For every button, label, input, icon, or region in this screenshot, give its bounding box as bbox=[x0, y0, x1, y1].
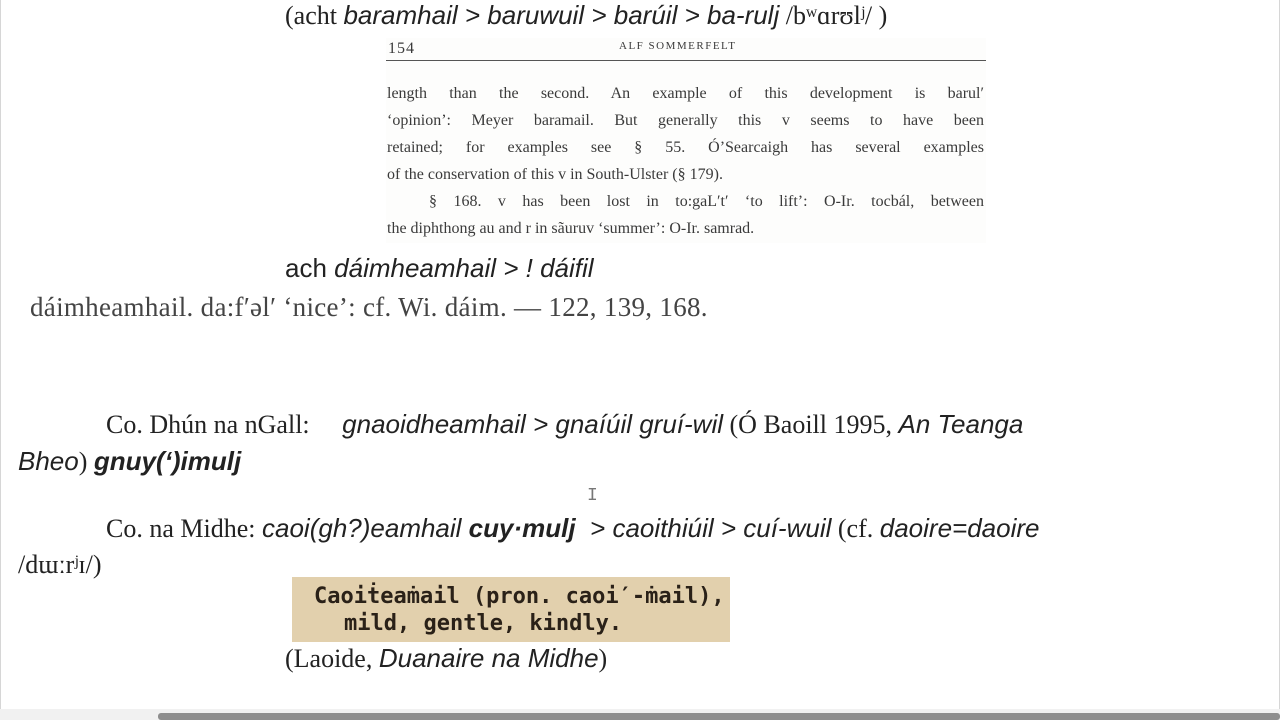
clipping-caption: (Laoide, Duanaire na Midhe) bbox=[285, 643, 608, 673]
clipping-line: Caoiṫeaṁail (pron. caoi′-ṁail), bbox=[314, 584, 725, 609]
page-number: 154 bbox=[388, 40, 415, 57]
county-label: Co. na Midhe: bbox=[106, 514, 262, 543]
paragraph-meath: Co. na Midhe: caoi(gh?)eamhail cuy·mulj > caoithiúil > cuí-wuil (cf. daoire=daoire /dɯːrʲɪ/) bbox=[18, 513, 1040, 579]
form-baramhail: baramhail bbox=[343, 0, 458, 30]
ipa-transcription: /bʷɑrʊlʲ/ ) bbox=[779, 1, 888, 30]
etymology-line-daimheamhail: ach dáimheamhail > ! dáifil bbox=[285, 253, 594, 283]
scan-line: ‘opinion’: Meyer baramail. But generally this v seems to have been bbox=[387, 112, 984, 129]
clipping-line: mild, gentle, kindly. bbox=[344, 611, 623, 636]
header-rule bbox=[386, 60, 986, 61]
etymology-line-baramhail: (acht baramhail > baruwuil > barúil > ba-rulj /bʷɑrʊlʲ/ ) bbox=[285, 0, 888, 30]
form-gnaoidheamhail: gnaoidheamhail > gnaíúil gruí-wil bbox=[342, 409, 724, 439]
scan-line: length than the second. An example of this development is barul′ bbox=[387, 85, 984, 102]
form-daoire: daoire=daoire bbox=[879, 513, 1040, 543]
text-cursor-icon: I bbox=[587, 486, 598, 506]
running-head: ALF SOMMERFELT bbox=[619, 40, 737, 52]
scan-line-section-168: § 168. v has been lost in to:gaL′t′ ‘to lift’: O-Ir. tocbál, between bbox=[429, 193, 984, 210]
left-edge bbox=[0, 0, 1, 709]
scan-line: retained; for examples see § 55. Ó’Searcaigh has several examples bbox=[387, 139, 984, 156]
scan-line: of the conservation of this v in South-Ulster (§ 179). bbox=[387, 166, 723, 183]
paragraph-donegal: Co. Dhún na nGall: gnaoidheamhail > gnaíúil gruí-wil (Ó Baoill 1995, An Teanga Bheo) gnuy(‘)imulj bbox=[18, 409, 1024, 476]
scrollbar-thumb[interactable] bbox=[158, 713, 1280, 720]
form-ba-rulj: ba-rulj bbox=[706, 0, 780, 30]
form-baruwuil: baruwuil bbox=[487, 0, 585, 30]
ipa-daoire: /dɯːrʲɪ/) bbox=[18, 550, 102, 579]
scan-body bbox=[387, 80, 984, 242]
bold-form-gnuyimulj: gnuy(‘)imulj bbox=[93, 446, 242, 476]
form-caoigheamhail: caoi(gh?)eamhail bbox=[262, 513, 469, 543]
county-label: Co. Dhún na nGall: bbox=[106, 410, 310, 439]
source-title: Duanaire na Midhe bbox=[378, 643, 599, 673]
dictionary-entry-daimheamhail: dáimheamhail. da:f′əl′ ‘nice’: cf. Wi. dáim. — 122, 139, 168. bbox=[30, 292, 708, 322]
bold-form-cuymulj: cuy·mulj bbox=[468, 513, 576, 543]
scan-header bbox=[386, 38, 986, 60]
form-baruil: barúil bbox=[613, 0, 678, 30]
dictionary-clipping bbox=[292, 577, 730, 642]
scan-line: the diphthong au and r in sãuruv ‘summer’: O-Ir. samrad. bbox=[387, 220, 755, 237]
scanned-book-excerpt bbox=[386, 38, 986, 243]
book-title: An Teanga bbox=[898, 409, 1024, 439]
